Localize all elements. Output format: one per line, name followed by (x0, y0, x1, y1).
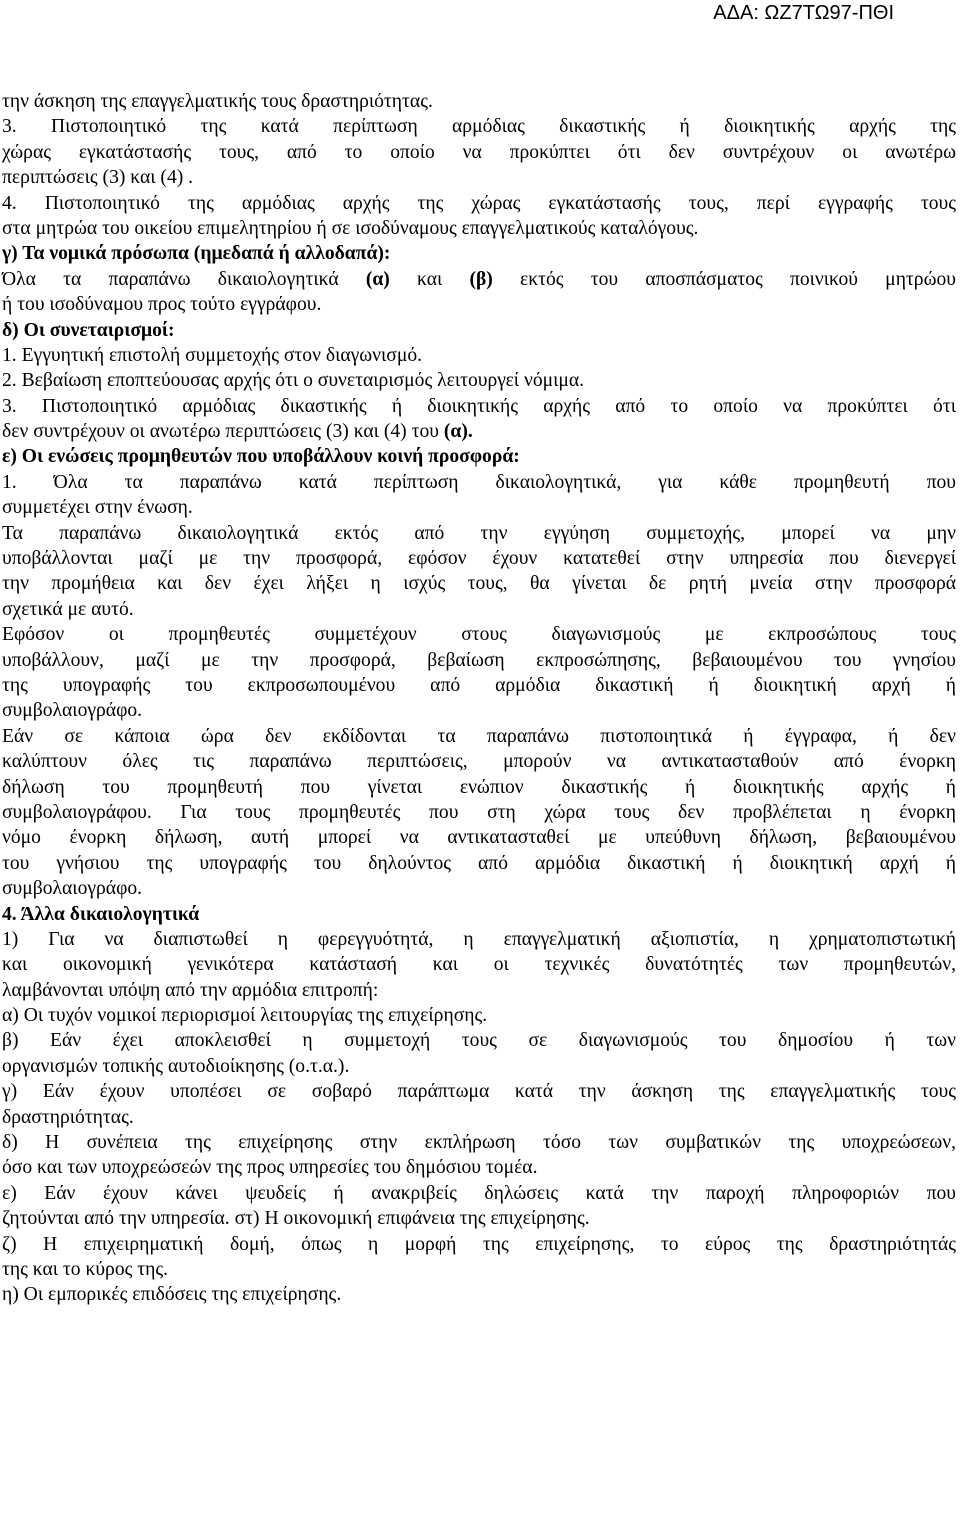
text-line: 1. Όλα τα παραπάνω κατά περίπτωση δικαιολογητικά, για κάθε προμηθευτή που (2, 471, 956, 493)
text-line: χώρας εγκατάστασής τους, από το οποίο να προκύπτει ότι δεν συντρέχουν οι ανωτέρω (2, 141, 956, 163)
text-span: δεν συντρέχουν οι ανωτέρω περιπτώσεις (3) και (4) του (2, 421, 444, 443)
text-line: του γνήσιου της υπογραφής του δηλούντος από αρμόδια δικαστική ή διοικητική αρχή ή (2, 852, 956, 874)
text-line: 2. Βεβαίωση εποπτεύουσας αρχής ότι ο συνεταιρισμός λειτουργεί νόμιμα. (2, 370, 585, 392)
text-line: σχετικά με αυτό. (2, 598, 134, 620)
text-line: ή του ισοδύναμου προς τούτο εγγράφου. (2, 294, 322, 316)
text-line (2, 419, 956, 444)
text-line: 1. Εγγυητική επιστολή συμμετοχής στον διαγωνισμό. (2, 344, 423, 366)
text-line: ε) Εάν έχουν κάνει ψευδείς ή ανακριβείς δηλώσεις κατά την παροχή πληροφοριών που (2, 1182, 956, 1204)
text-line: υποβάλλουν, μαζί με την προσφορά, βεβαίωση εκπροσώπησης, βεβαιουμένου του γνησίου (2, 649, 956, 671)
text-line: και οικονομική γενικότερα κατάστασή και οι τεχνικές δυνατότητές των προμηθευτών, (2, 954, 956, 976)
text-line: όσο και των υποχρεώσεών της προς υπηρεσίες του δημόσιου τομέα. (2, 1157, 538, 1179)
text-line: της υπογραφής του εκπροσωπουμένου από αρμόδια δικαστική ή διοικητική αρχή ή (2, 674, 956, 696)
text-line: Εάν σε κάποια ώρα δεν εκδίδονται τα παραπάνω πιστοποιητικά ή έγγραφα, ή δεν (2, 725, 956, 747)
section-heading-cooperatives: δ) Οι συνεταιρισμοί: (2, 319, 175, 341)
text-line: οργανισμών τοπικής αυτοδιοίκησης (ο.τ.α.). (2, 1055, 350, 1077)
text-line: 3. Πιστοποιητικό της κατά περίπτωση αρμόδιας δικαστικής ή διοικητικής αρχής της (2, 116, 956, 138)
ada-code: ΑΔΑ: ΩΖ7ΤΩ97-ΠΘΙ (713, 2, 894, 24)
bold-ref-b: (β) (469, 268, 493, 290)
text-line: 3. Πιστοποιητικό αρμόδιας δικαστικής ή διοικητικής αρχής από το οποίο να προκύπτει ότι (2, 395, 956, 417)
text-span: Όλα τα παραπάνω δικαιολογητικά (2, 268, 366, 290)
text-line: α) Οι τυχόν νομικοί περιορισμοί λειτουργίας της επιχείρησης. (2, 1005, 488, 1027)
text-line: την άσκηση της επαγγελματικής τους δραστηριότητας. (2, 91, 433, 112)
text-line: καλύπτουν όλες τις παραπάνω περιπτώσεις, μπορούν να αντικατασταθούν από ένορκη (2, 751, 956, 773)
text-line: νόμο ένορκη δήλωση, αυτή μπορεί να αντικατασταθεί με υπεύθυνη δήλωση, βεβαιουμένου (2, 827, 956, 849)
text-line: 4. Πιστοποιητικό της αρμόδιας αρχής της χώρας εγκατάστασής τους, περί εγγραφής τους (2, 192, 956, 214)
text-line: γ) Εάν έχουν υποπέσει σε σοβαρό παράπτωμα κατά την άσκηση της επαγγελματικής τους (2, 1081, 956, 1103)
text-span: και (389, 268, 470, 290)
text-line: δήλωση του προμηθευτή που γίνεται ενώπιον δικαστικής ή διοικητικής αρχής ή (2, 776, 956, 798)
text-line (2, 267, 956, 292)
text-line: στα μητρώα του οικείου επιμελητηρίου ή σε ισοδύναμους επαγγελματικούς καταλόγους. (2, 217, 699, 239)
text-line: ζ) Η επιχειρηματική δομή, όπως η μορφή της επιχείρησης, το εύρος της δραστηριότητάς (2, 1233, 956, 1255)
text-line: συμμετέχει στην ένωση. (2, 497, 193, 519)
section-heading-legal-entities: γ) Τα νομικά πρόσωπα (ημεδαπά ή αλλοδαπά): (2, 243, 391, 265)
text-line: υποβάλλονται μαζί με την προσφορά, εφόσον έχουν κατατεθεί στην υπηρεσία που διενεργεί (2, 548, 956, 570)
section-heading-supplier-unions: ε) Οι ενώσεις προμηθευτών που υποβάλλουν κοινή προσφορά: (2, 446, 520, 468)
text-line: λαμβάνονται υπόψη από την αρμόδια επιτροπή: (2, 979, 379, 1001)
text-line: συμβολαιογράφο. (2, 878, 143, 900)
document-body (2, 89, 956, 1308)
text-line: δ) Η συνέπεια της επιχείρησης στην εκπλήρωση τόσο των συμβατικών της υποχρεώσεων, (2, 1132, 956, 1154)
bold-ref-a: (α) (365, 268, 390, 290)
section-heading-other-documents: 4. Άλλα δικαιολογητικά (2, 903, 200, 925)
text-line: β) Εάν έχει αποκλεισθεί η συμμετοχή τους σε διαγωνισμούς του δημοσίου ή των (2, 1030, 956, 1052)
bold-ref-a: (α). (443, 421, 473, 443)
text-line: περιπτώσεις (3) και (4) . (2, 167, 194, 189)
text-line: η) Οι εμπορικές επιδόσεις της επιχείρησης. (2, 1284, 342, 1306)
text-line: Τα παραπάνω δικαιολογητικά εκτός από την εγγύηση συμμετοχής, μπορεί να μην (2, 522, 956, 544)
text-line: της και το κύρος της. (2, 1258, 169, 1280)
text-line: την προμήθεια και δεν έχει λήξει η ισχύς τους, θα γίνεται δε ρητή μνεία στην προσφορά (2, 573, 956, 595)
text-line: συμβολαιογράφου. Για τους προμηθευτές που στη χώρα τους δεν προβλέπεται η ένορκη (2, 801, 956, 823)
text-line: δραστηριότητας. (2, 1106, 134, 1128)
text-line: συμβολαιογράφο. (2, 700, 143, 722)
text-line: Εφόσον οι προμηθευτές συμμετέχουν στους διαγωνισμούς με εκπροσώπους τους (2, 624, 956, 646)
text-span: εκτός του αποσπάσματος ποινικού μητρώου (492, 268, 956, 290)
text-line: ζητούνται από την υπηρεσία. στ) Η οικονομική επιφάνεια της επιχείρησης. (2, 1208, 590, 1230)
text-line: 1) Για να διαπιστωθεί η φερεγγυότητά, η επαγγελματική αξιοπιστία, η χρηματοπιστωτική (2, 928, 956, 950)
